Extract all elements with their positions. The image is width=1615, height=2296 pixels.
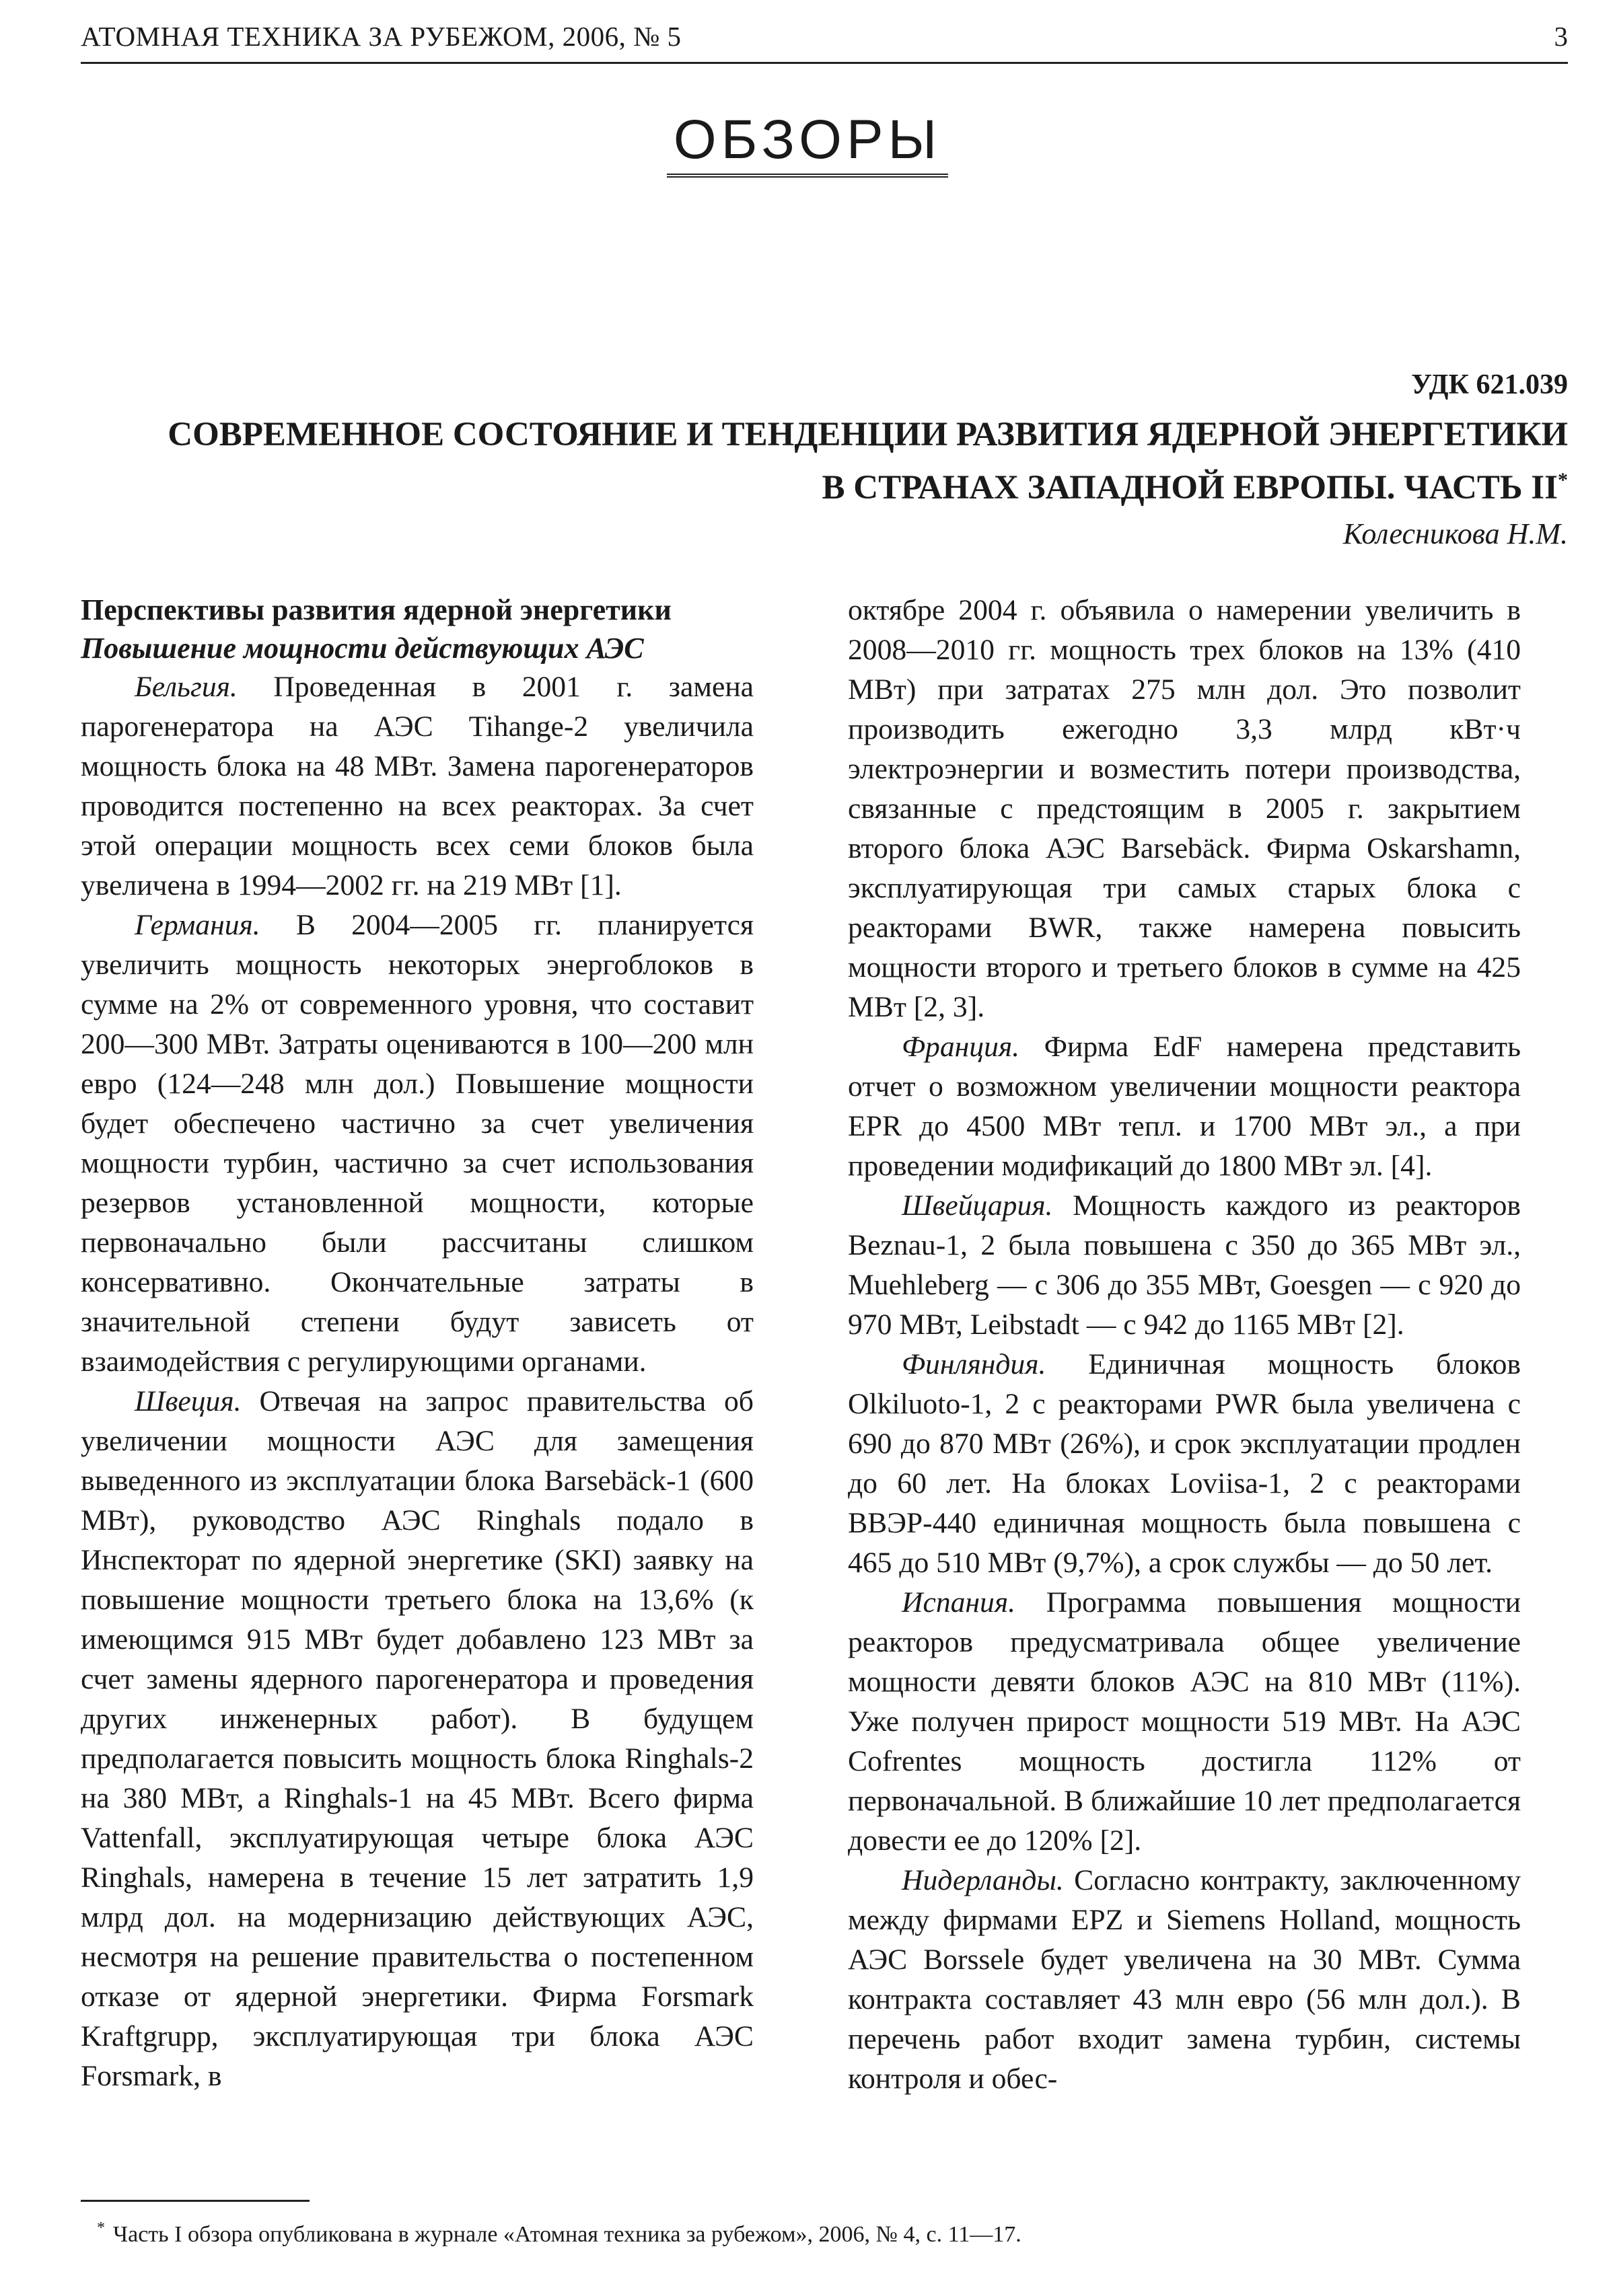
subsection-heading: Перспективы развития ядерной энергетики bbox=[81, 593, 672, 626]
author-name: Колесникова Н.М. bbox=[1342, 517, 1568, 550]
journal-running-title: АТОМНАЯ ТЕХНИКА ЗА РУБЕЖОМ, 2006, № 5 bbox=[81, 21, 682, 52]
paragraph-text: Программа повышения мощности реакторов предусматривала общее увеличение мощности девяти блоков АЭС на 810 МВт (11%). Уже получен прирост мощности 519 МВт. На АЭС Cofrentes мощность достигла 112% от первоначальной. В ближайшие 10 лет предполагается довести ее до 120% [2]. bbox=[848, 1586, 1521, 1857]
subsubsection-heading: Повышение мощности действующих АЭС bbox=[81, 632, 644, 665]
section-heading-text: ОБЗОРЫ bbox=[667, 108, 948, 178]
paragraph-text: Согласно контракту, заключенному между фирмами EPZ и Siemens Holland, мощность АЭС Borssele будет увеличена на 30 МВт. Сумма контракта составляет 43 млн евро (56 млн дол.). В перечень работ входит замена турбин, системы контроля и обес- bbox=[848, 1864, 1521, 2095]
running-head bbox=[81, 20, 1568, 64]
paragraph-switzerland bbox=[848, 1186, 1521, 1345]
footnote bbox=[97, 2219, 1021, 2248]
paragraph-belgium bbox=[81, 667, 754, 905]
paragraph-text: Единичная мощность блоков Olkiluoto-1, 2 с реакторами PWR была увеличена с 690 до 870 МВт (26%), и срок эксплуатации продлен до 60 лет. На блоках Loviisa-1, 2 с реакторами ВВЭР-440 единичная мощность была повышена с 465 до 510 МВт (9,7%), а срок службы — до 50 лет. bbox=[848, 1348, 1521, 1579]
article-title-line-2-text: В СТРАНАХ ЗАПАДНОЙ ЕВРОПЫ. ЧАСТЬ II bbox=[822, 469, 1558, 507]
paragraph-spain bbox=[848, 1583, 1521, 1861]
paragraph-france bbox=[848, 1027, 1521, 1186]
country-label: Испания. bbox=[902, 1586, 1016, 1619]
paragraph-sweden bbox=[81, 1382, 754, 2096]
article-title-line-2 bbox=[87, 457, 1568, 511]
article-title bbox=[87, 412, 1568, 511]
country-label: Германия. bbox=[135, 909, 260, 941]
paragraph-text: Мощность каждого из реакторов Beznau-1, 2 была повышена с 350 до 365 МВт эл., Muehleberg — с 306 до 355 МВт, Goesgen — с 920 до 970 МВт, Leibstadt — с 942 до 1165 МВт [2]. bbox=[848, 1189, 1521, 1341]
country-label: Швеция. bbox=[135, 1385, 242, 1417]
paragraph-text: Фирма EdF намерена представить отчет о возможном увеличении мощности реактора EPR до 4500 МВт тепл. и 1700 МВт эл., а при проведении модификаций до 1800 МВт эл. [4]. bbox=[848, 1031, 1521, 1182]
section-heading bbox=[0, 108, 1615, 178]
left-column bbox=[81, 591, 754, 2096]
paragraph-text: Отвечая на запрос правительства об увеличении мощности АЭС для замещения выведенного из эксплуатации блока Barsebäck-1 (600 МВт), руководство АЭС Ringhals подало в Инспекторат по ядерной энергетике (SKI) заявку на повышение мощности третьего блока на 13,6% (к имеющимся 915 МВт будет добавлено 123 МВт за счет замены ядерного парогенератора и проведения других инженерных работ). В будущем предполагается повысить мощность блока Ringhals-2 на 380 МВт, а Ringhals-1 на 45 МВт. Всего фирма Vattenfall, эксплуатирующая четыре блока АЭС Ringhals, намерена в течение 15 лет затратить 1,9 млрд дол. на модернизацию действующих АЭС, несмотря на решение правительства о постепенном отказе от ядерной энергетики. Фирма Forsmark Kraftgrupp, эксплуатирующая три блока АЭС Forsmark, в bbox=[81, 1385, 754, 2092]
country-label: Бельгия. bbox=[135, 671, 238, 703]
article-title-line-1: СОВРЕМЕННОЕ СОСТОЯНИЕ И ТЕНДЕНЦИИ РАЗВИТИЯ ЯДЕРНОЙ ЭНЕРГЕТИКИ bbox=[168, 416, 1568, 453]
footnote-text: Часть I обзора опубликована в журнале «Атомная техника за рубежом», 2006, № 4, с. 11—17. bbox=[113, 2222, 1021, 2247]
paragraph-sweden-continued: октябре 2004 г. объявила о намерении увеличить в 2008—2010 гг. мощность трех блоков на 13% (410 МВт) при затратах 275 млн дол. Это позволит производить ежегодно 3,3 млрд кВт·ч электроэнергии и возместить потери производства, связанные с предстоящим в 2005 г. закрытием второго блока АЭС Barsebäck. Фирма Oskarshamn, эксплуатирующая три самых старых блока с реакторами BWR, также намерена повысить мощности второго и третьего блоков в сумме на 425 МВт [2, 3]. bbox=[848, 594, 1521, 1023]
country-label: Нидерланды. bbox=[902, 1864, 1064, 1896]
paragraph-germany bbox=[81, 905, 754, 1382]
country-label: Франция. bbox=[902, 1031, 1020, 1063]
paragraph-text: Проведенная в 2001 г. замена парогенератора на АЭС Tihange-2 увеличила мощность блока на 48 МВт. Замена парогенераторов проводится постепенно на всех реакторах. За счет этой операции мощность всех семи блоков была увеличена в 1994—2002 гг. на 219 МВт [1]. bbox=[81, 671, 754, 901]
right-column bbox=[848, 591, 1521, 2099]
paragraph-text: В 2004—2005 гг. планируется увеличить мощность некоторых энергоблоков в сумме на 2% от современного уровня, что составит 200—300 МВт. Затраты оцениваются в 100—200 млн евро (124—248 млн дол.) Повышение мощности будет обеспечено частично за счет увеличения мощности турбин, частично за счет использования резервов установленной мощности, которые первоначально были рассчитаны слишком консервативно. Окончательные затраты в значительной степени будут зависеть от взаимодействия с регулирующими органами. bbox=[81, 909, 754, 1378]
country-label: Финляндия. bbox=[902, 1348, 1046, 1380]
footnote-mark: * bbox=[97, 2219, 105, 2237]
title-footnote-mark[interactable]: * bbox=[1558, 469, 1568, 491]
country-label: Швейцария. bbox=[902, 1189, 1053, 1222]
udc-code: УДК 621.039 bbox=[1411, 369, 1568, 400]
footnote-divider bbox=[81, 2200, 310, 2202]
paragraph-netherlands bbox=[848, 1861, 1521, 2099]
paragraph-finland bbox=[848, 1345, 1521, 1583]
page-number: 3 bbox=[1554, 21, 1568, 52]
